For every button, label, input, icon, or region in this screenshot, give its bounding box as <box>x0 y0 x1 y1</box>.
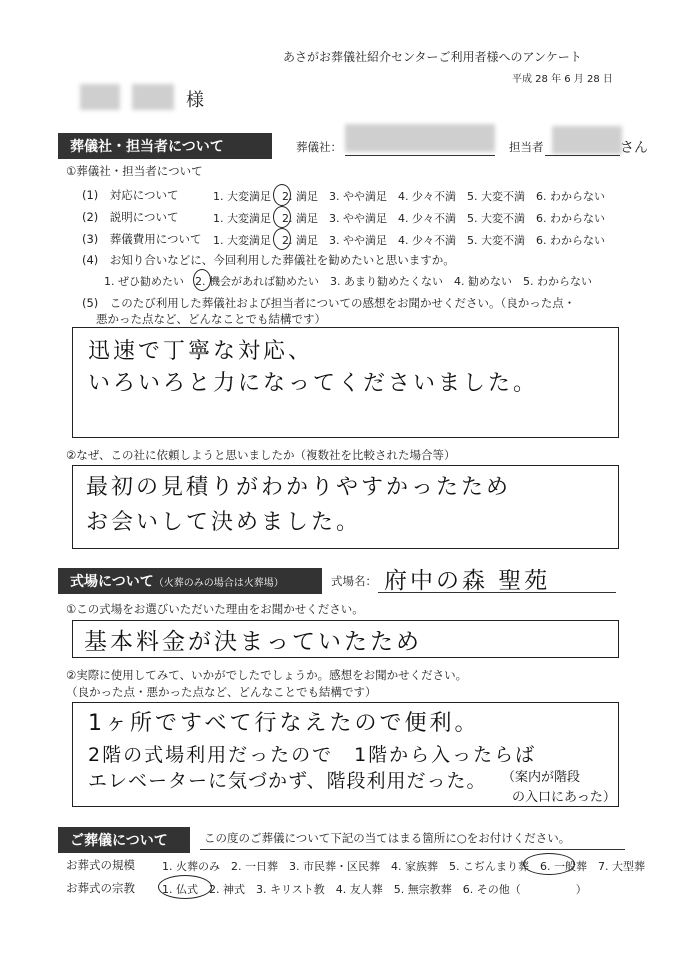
row-2-options: 1. 大変満足 2. 満足 3. やや満足 4. 少々不満 5. 大変不満 6. わからない <box>213 212 605 225</box>
section-tag-venue-note: （火葬のみの場合は火葬場） <box>153 578 284 589</box>
handwritten-venue-line-3: エレベーターに気づかず、階段利用だった。 <box>88 770 487 792</box>
handwritten-answer-line-1: 迅速で丁寧な対応、 <box>88 339 314 364</box>
question-1-title: ①葬儀社・担当者について <box>66 164 203 178</box>
honorific: 様 <box>186 90 204 111</box>
staff-suffix: さん <box>620 140 648 156</box>
handwritten-answer-line-2: いろいろと力になってくださいました。 <box>88 371 539 396</box>
handwritten-venue-line-1: 1ヶ所ですべて行なえたので便利。 <box>88 711 480 736</box>
question-4-options: 1. ぜひ勧めたい 2. 機会があれば勧めたい 3. あまり勧めたくない 4. 勧めない 5. わからない <box>104 275 592 288</box>
redacted-company <box>345 124 495 152</box>
funeral-scale-options: 1. 火葬のみ 2. 一日葬 3. 市民葬・区民葬 4. 家族葬 5. こぢんまり葬 6. 一般葬 7. 大型葬 <box>162 860 645 873</box>
selection-circle-row-2 <box>273 206 291 228</box>
instruction-underline <box>200 849 625 850</box>
selection-circle-row-3 <box>273 228 291 250</box>
section-tag-venue-label: 式場について <box>70 574 154 590</box>
selection-circle-row-1 <box>273 184 291 206</box>
company-underline <box>345 155 495 156</box>
redacted-name-1 <box>80 84 120 110</box>
redacted-staff <box>552 126 622 154</box>
survey-title: あさがお葬儀社紹介センターご利用者様へのアンケート <box>283 50 582 64</box>
venue-underline <box>378 592 616 593</box>
funeral-religion-label: お葬式の宗教 <box>66 881 135 895</box>
selection-circle-q4 <box>193 269 211 291</box>
handwritten-venue-name: 府中の森 聖苑 <box>384 568 551 594</box>
section-tag-funeral: ご葬儀について <box>58 827 190 853</box>
row-1-label: (1) 対応について <box>82 188 179 202</box>
handwritten-venue-note-2: の入口にあった） <box>512 790 616 805</box>
venue-question-1: ①この式場をお選びいただいた理由をお聞かせください。 <box>66 602 364 616</box>
funeral-religion-options: 1. 仏式 2. 神式 3. キリスト教 4. 友人葬 5. 無宗教葬 6. その他（ ） <box>162 883 587 896</box>
section-tag-venue <box>58 568 322 594</box>
question-5-line-2: 悪かった点など、どんなことでも結構です） <box>96 312 326 326</box>
question-5-line-1: (5) このたび利用した葬儀社および担当者についての感想をお聞かせください。（良かった点・ <box>82 296 576 310</box>
row-1-options: 1. 大変満足 2. 満足 3. やや満足 4. 少々不満 5. 大変不満 6. わからない <box>213 190 605 203</box>
selection-circle-religion <box>158 875 212 899</box>
handwritten-venue-note-1: （案内が階段 <box>502 770 581 785</box>
handwritten-reason-line-2: お会いして決めました。 <box>86 510 362 535</box>
funeral-instruction: この度のご葬儀について下記の当てはまる箇所に○をお付けください。 <box>204 831 571 845</box>
company-label: 葬儀社： <box>296 140 342 154</box>
row-2-label: (2) 説明について <box>82 210 179 224</box>
row-3-options: 1. 大変満足 2. 満足 3. やや満足 4. 少々不満 5. 大変不満 6. わからない <box>213 234 605 247</box>
handwritten-venue-line-2: 2階の式場利用だったので 1階から入ったらば <box>88 744 537 766</box>
section-tag-funeral-company: 葬儀社・担当者について <box>58 133 272 159</box>
survey-date: 平成 28 年 6 月 28 日 <box>512 74 613 85</box>
venue-label: 式場名： <box>331 574 377 588</box>
venue-question-2-line-2: （良かった点・悪かった点など、どんなことでも結構です） <box>66 685 377 699</box>
staff-underline <box>545 155 620 156</box>
venue-question-2-line-1: ②実際に使用してみて、いかがでしたでしょうか。感想をお聞かせください。 <box>66 668 468 682</box>
question-2-reason: ②なぜ、この社に依頼しようと思いましたか（複数社を比較された場合等） <box>66 448 456 462</box>
funeral-scale-label: お葬式の規模 <box>66 858 135 872</box>
handwritten-venue-reason: 基本料金が決まっていたため <box>84 629 422 655</box>
redacted-name-2 <box>132 84 174 110</box>
question-4: (4) お知り合いなどに、今回利用した葬儀社を勧めたいと思いますか。 <box>82 253 455 267</box>
selection-circle-scale <box>523 853 575 875</box>
row-3-label: (3) 葬儀費用について <box>82 232 202 246</box>
staff-label: 担当者 <box>509 140 544 154</box>
handwritten-reason-line-1: 最初の見積りがわかりやすかったため <box>86 475 512 500</box>
